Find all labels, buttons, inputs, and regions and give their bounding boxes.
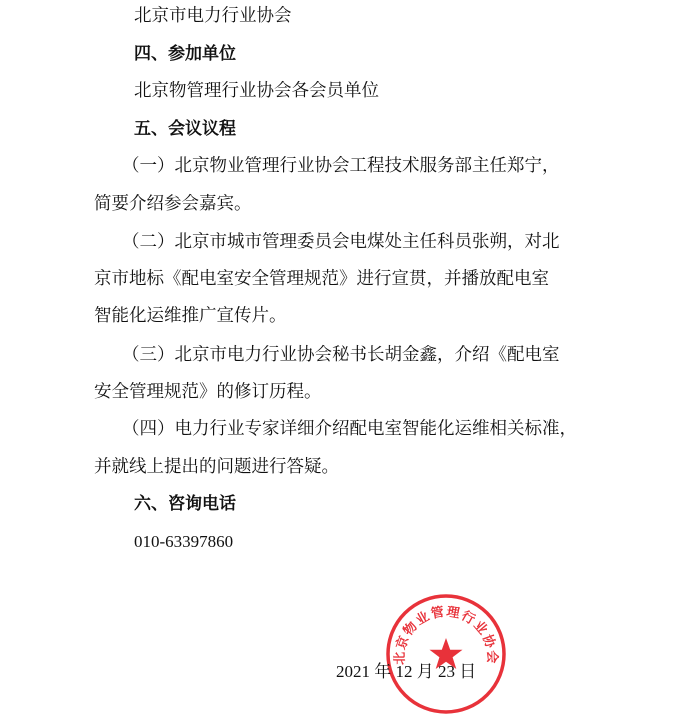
section4-body: 北京物管理行业协会各会员单位 [134,81,379,101]
agenda-item-4-line-1: （四）电力行业专家详细介绍配电室智能化运维相关标准， [122,419,577,439]
agenda-item-4-line-2: 并就线上提出的问题进行答疑。 [94,457,339,477]
seal-text: 北京物业管理行业协会 [392,604,500,665]
section6-heading: 六、咨询电话 [134,494,236,514]
section4-heading: 四、参加单位 [134,44,236,64]
official-seal [384,592,508,716]
section5-heading: 五、会议议程 [134,119,236,139]
agenda-item-2-line-2: 京市地标《配电室安全管理规范》进行宣贯，并播放配电室 [94,269,549,289]
agenda-item-2-line-1: （二）北京市城市管理委员会电煤处主任科员张朔，对北 [122,232,560,252]
document-date: 2021 年 12 月 23 日 [336,662,477,681]
agenda-item-1-line-2: 简要介绍参会嘉宾。 [94,194,252,214]
agenda-item-3-line-1: （三）北京市电力行业协会秘书长胡金鑫，介绍《配电室 [122,345,560,365]
agenda-item-3-line-2: 安全管理规范》的修订历程。 [94,382,322,402]
agenda-item-2-line-3: 智能化运维推广宣传片。 [94,306,287,326]
organizer-line: 北京市电力行业协会 [134,6,292,26]
agenda-item-1-line-1: （一）北京物业管理行业协会工程技术服务部主任郑宁， [122,156,560,176]
phone-number: 010-63397860 [134,532,234,551]
